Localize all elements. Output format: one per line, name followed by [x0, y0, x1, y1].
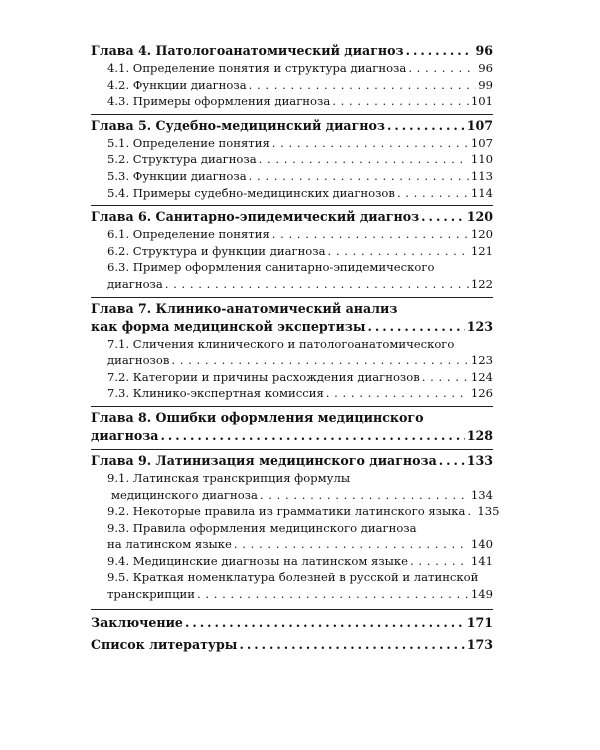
dot-leader: [422, 369, 469, 386]
section-5-4[interactable]: [91, 185, 493, 202]
section-4-3[interactable]: [91, 93, 493, 110]
section-4-2[interactable]: [91, 77, 493, 94]
page-number: 120: [470, 227, 493, 242]
section-5-2[interactable]: [91, 151, 493, 168]
dot-leader: [160, 427, 464, 445]
section-title-continued: медицинского диагноза: [111, 487, 258, 502]
section-7-1-line1[interactable]: 7.1. Сличения клинического и патологоанатомического: [107, 336, 455, 351]
dot-leader: [259, 151, 469, 168]
section-6-3-line1[interactable]: 6.3. Пример оформления санитарно-эпидемического: [107, 260, 435, 275]
dot-leader: [332, 93, 469, 110]
chapter-4: [91, 42, 493, 110]
page-number: 171: [466, 614, 493, 630]
dot-leader: [272, 135, 469, 152]
section-7-2[interactable]: [91, 369, 493, 386]
dot-leader: [249, 77, 477, 94]
page-number: 121: [470, 243, 493, 258]
chapter-4-heading[interactable]: [91, 42, 493, 60]
section-title: 5.4. Примеры судебно-медицинских диагнозов: [107, 185, 395, 200]
page-number: 107: [470, 135, 493, 150]
chapter-title: Глава 4. Патологоанатомический диагноз: [91, 43, 404, 58]
section-9-2[interactable]: [91, 503, 500, 520]
dot-leader: [260, 487, 469, 504]
section-9-5[interactable]: [91, 586, 493, 603]
section-6-2[interactable]: [91, 243, 493, 260]
dot-leader: [421, 208, 465, 226]
chapter-5: [91, 114, 493, 201]
dot-leader: [197, 586, 469, 603]
page-number: 134: [470, 487, 493, 502]
chapter-8-heading-line1[interactable]: Глава 8. Ошибки оформления медицинского: [91, 409, 424, 425]
page-number: 126: [470, 386, 493, 401]
section-4-1[interactable]: [91, 60, 493, 77]
entry-title: Список литературы: [91, 636, 238, 652]
section-title-continued: диагнозов: [107, 353, 170, 368]
page-number: 123: [470, 353, 493, 368]
section-9-1-line1[interactable]: 9.1. Латинская транскрипция формулы: [107, 470, 351, 485]
dot-leader: [328, 243, 469, 260]
page-number: 107: [466, 117, 493, 133]
dot-leader: [272, 226, 469, 243]
chapter-9-heading[interactable]: [91, 452, 493, 470]
chapter-title-continued: как форма медицинской экспертизы: [91, 318, 366, 334]
page-number: 122: [470, 276, 493, 291]
page-number: 96: [475, 43, 493, 58]
chapter-title: Глава 5. Судебно-медицинский диагноз: [91, 117, 385, 133]
page-number: 133: [466, 452, 493, 468]
page-number: 113: [470, 168, 493, 183]
section-7-3[interactable]: [91, 385, 493, 402]
page-number: 123: [466, 318, 493, 334]
section-title: 5.1. Определение понятия: [107, 135, 270, 150]
page-number: 96: [478, 61, 493, 75]
section-title: 7.3. Клинико-экспертная комиссия: [107, 386, 324, 401]
page-number: 99: [478, 77, 493, 92]
page-number: 135: [477, 504, 500, 519]
section-6-3[interactable]: [91, 276, 493, 293]
dot-leader: [239, 634, 464, 656]
page-number: 124: [470, 369, 493, 384]
chapter-title: Глава 9. Латинизация медицинского диагноза: [91, 452, 437, 468]
section-5-3[interactable]: [91, 168, 493, 185]
dot-leader: [171, 352, 468, 369]
dot-leader: [408, 60, 476, 77]
section-title: 4.3. Примеры оформления диагноза: [107, 94, 331, 109]
page-number: 140: [470, 537, 493, 552]
page-number: 101: [470, 94, 493, 109]
section-title: 4.2. Функции диагноза: [107, 77, 247, 92]
chapter-8-heading[interactable]: [91, 427, 493, 445]
chapter-9: [91, 449, 500, 603]
dot-leader: [326, 385, 469, 402]
page-number: 114: [470, 185, 493, 200]
page-number: 120: [466, 209, 493, 225]
dot-leader: [410, 553, 469, 570]
page-number: 110: [470, 152, 493, 167]
dot-leader: [165, 276, 469, 293]
dot-leader: [467, 503, 475, 520]
chapter-title-continued: диагноза: [91, 427, 159, 443]
section-6-1[interactable]: [91, 226, 493, 243]
section-7-1[interactable]: [91, 352, 493, 369]
section-9-1[interactable]: [91, 487, 493, 504]
page-number: 149: [470, 587, 493, 602]
dot-leader: [249, 168, 469, 185]
chapter-8: [91, 406, 493, 445]
page-number: 173: [466, 636, 493, 652]
entry-title: Заключение: [91, 614, 183, 630]
final-entries: [91, 609, 493, 656]
dot-leader: [439, 452, 465, 470]
dot-leader: [406, 42, 474, 60]
table-of-contents: [91, 42, 500, 656]
dot-leader: [397, 185, 469, 202]
section-title: 6.2. Структура и функции диагноза: [107, 243, 326, 258]
chapter-6: [91, 205, 493, 292]
dot-leader: [185, 612, 465, 634]
section-title: 9.4. Медицинские диагнозы на латинском языке: [107, 553, 408, 568]
chapter-7-heading-line1[interactable]: Глава 7. Клинико-анатомический анализ: [91, 300, 398, 316]
dot-leader: [387, 117, 465, 135]
chapter-6-heading[interactable]: [91, 208, 493, 226]
section-9-4[interactable]: [91, 553, 493, 570]
dot-leader: [368, 318, 465, 336]
section-9-5-line1[interactable]: 9.5. Краткая номенклатура болезней в русской и латинской: [107, 570, 479, 585]
chapter-5-heading[interactable]: [91, 117, 493, 135]
section-title: 5.3. Функции диагноза: [107, 168, 247, 183]
section-title-continued: транскрипции: [107, 587, 196, 602]
section-title: 7.2. Категории и причины расхождения диагнозов: [107, 369, 420, 384]
section-title-continued: диагноза: [107, 276, 163, 291]
chapter-7: [91, 297, 493, 402]
chapter-7-heading[interactable]: [91, 318, 493, 336]
section-title: 6.1. Определение понятия: [107, 227, 270, 242]
dot-leader: [234, 536, 469, 553]
section-title-continued: на латинском языке: [107, 537, 232, 552]
page-number: 141: [470, 553, 493, 568]
section-5-1[interactable]: [91, 135, 493, 152]
section-9-3[interactable]: [91, 536, 493, 553]
chapter-title: Глава 6. Санитарно-эпидемический диагноз: [91, 209, 420, 225]
section-title: 5.2. Структура диагноза: [107, 152, 257, 167]
conclusion-entry[interactable]: [91, 612, 493, 634]
section-9-3-line1[interactable]: 9.3. Правила оформления медицинского диагноза: [107, 520, 417, 535]
references-entry[interactable]: [91, 634, 493, 656]
page-number: 128: [466, 427, 493, 443]
section-title: 4.1. Определение понятия и структура диагноза: [107, 61, 407, 75]
section-title: 9.2. Некоторые правила из грамматики латинского языка: [107, 504, 466, 519]
